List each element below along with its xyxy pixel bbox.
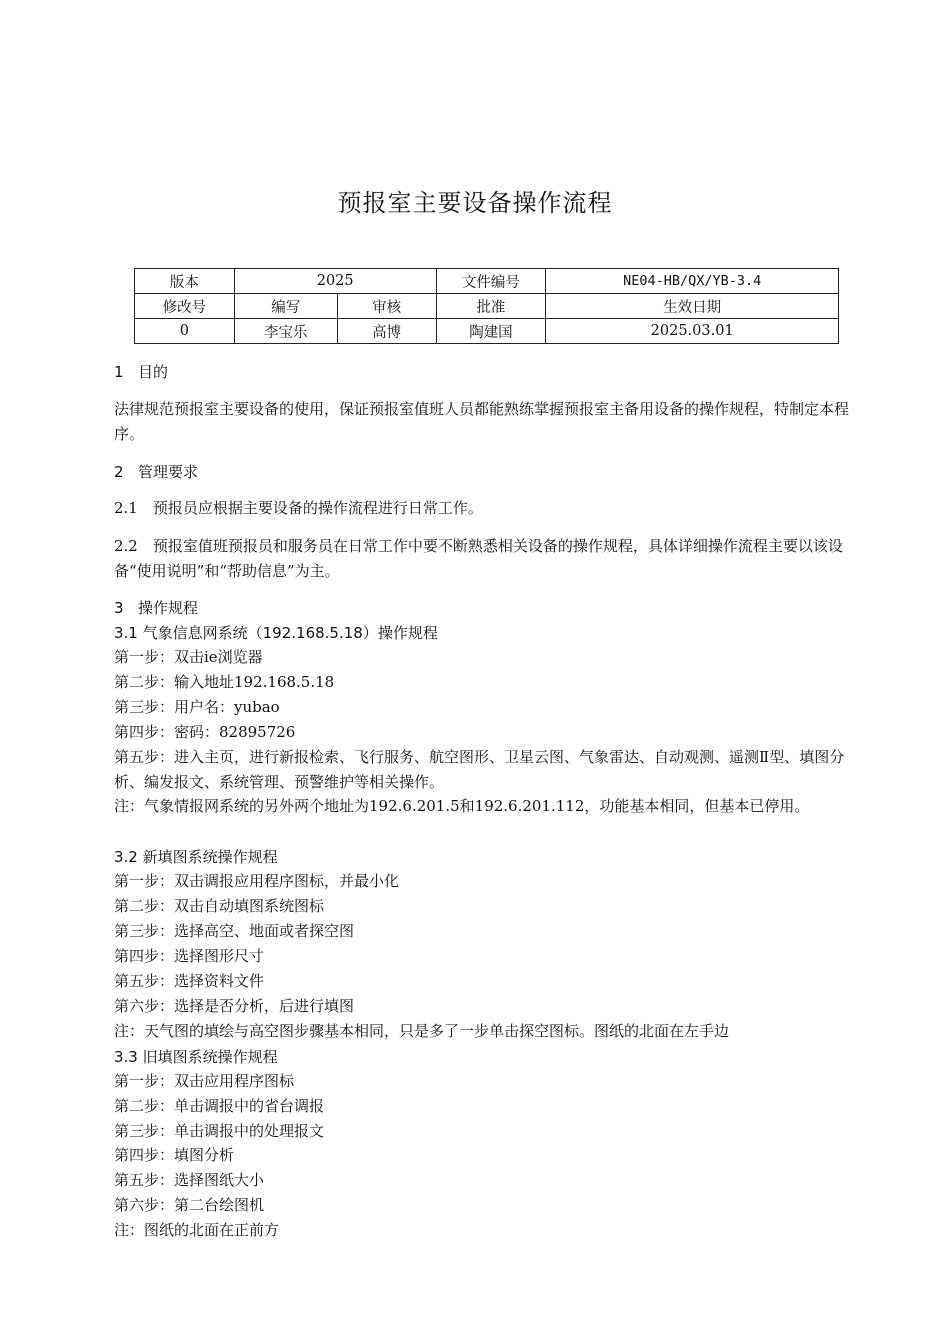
- step-line: 第六步：第二台绘图机: [114, 1196, 265, 1214]
- step-line: 第四步：选择图形尺寸: [114, 947, 265, 965]
- step-line: 第四步：填图分析: [114, 1146, 235, 1164]
- step-line: 第二步：双击自动填图系统图标: [114, 897, 325, 915]
- note-line: 注：气象情报网系统的另外两个地址为192.6.201.5和192.6.201.112，功能基本相同，但基本已停用。: [114, 797, 810, 815]
- section-title: 管理要求: [138, 463, 199, 481]
- section-title: 目的: [138, 363, 169, 381]
- document-title: 预报室主要设备操作流程: [337, 189, 613, 217]
- meta-cell: NE04-HB/QX/YB-3.4: [546, 269, 839, 294]
- document-meta-table: [134, 268, 839, 344]
- meta-cell: 生效日期: [546, 294, 839, 319]
- section-number: 1: [114, 363, 124, 381]
- step-line: 第五步：选择资料文件: [114, 972, 265, 990]
- step-line: 第六步：选择是否分析，后进行填图: [114, 997, 355, 1015]
- section-heading: [114, 361, 168, 382]
- meta-cell: 0: [135, 319, 235, 344]
- paragraph: 2.2 预报室值班预报员和服务员在日常工作中要不断熟悉相关设备的操作规程，具体详细操作流程主要以该设备“使用说明”和“帮助信息”为主。: [114, 537, 843, 580]
- step-line: 第二步：单击调报中的省台调报: [114, 1097, 325, 1115]
- meta-cell: 批准: [436, 294, 546, 319]
- meta-cell: 陶建国: [436, 319, 546, 344]
- paragraph: 法律规范预报室主要设备的使用，保证预报室值班人员都能熟练掌握预报室主备用设备的操作规程，特制定本程序。: [114, 400, 850, 443]
- meta-cell: 编写: [234, 294, 337, 319]
- step-line: 第五步：进入主页，进行新报检索、飞行服务、航空图形、卫星云图、气象雷达、自动观测、遥测Ⅱ型、填图分析、编发报文、系统管理、预警维护等相关操作。: [114, 748, 845, 791]
- meta-cell: 审核: [337, 294, 436, 319]
- subsection-title: 3.1 气象信息网系统（192.168.5.18）操作规程: [114, 624, 438, 642]
- meta-cell: 版本: [135, 269, 235, 294]
- step-line: 第三步：用户名：yubao: [114, 698, 280, 716]
- step-line: 第一步：双击应用程序图标: [114, 1072, 295, 1090]
- note-line: 注：天气图的填绘与高空图步骤基本相同，只是多了一步单击探空图标。图纸的北面在左手边: [114, 1022, 730, 1040]
- step-line: 第五步：选择图纸大小: [114, 1171, 265, 1189]
- meta-cell: 2025.03.01: [546, 319, 839, 344]
- step-line: 第三步：单击调报中的处理报文: [114, 1122, 325, 1140]
- meta-cell: 高博: [337, 319, 436, 344]
- section-heading: [114, 597, 198, 618]
- section-title: 操作规程: [138, 599, 199, 617]
- meta-row: [135, 269, 839, 294]
- subsection-title: 3.3 旧填图系统操作规程: [114, 1048, 278, 1066]
- section-number: 2: [114, 463, 124, 481]
- section-heading: [114, 461, 198, 482]
- meta-row: [135, 294, 839, 319]
- meta-cell: 李宝乐: [234, 319, 337, 344]
- meta-cell: 文件编号: [436, 269, 546, 294]
- step-line: 第一步：双击ie浏览器: [114, 648, 263, 666]
- note-line: 注：图纸的北面在正前方: [114, 1221, 280, 1239]
- step-line: 第一步：双击调报应用程序图标，并最小化: [114, 872, 400, 890]
- section-number: 3: [114, 599, 124, 617]
- subsection-title: 3.2 新填图系统操作规程: [114, 848, 278, 866]
- step-line: 第四步：密码：82895726: [114, 723, 296, 741]
- paragraph: 2.1 预报员应根据主要设备的操作流程进行日常工作。: [114, 499, 483, 517]
- meta-cell: 修改号: [135, 294, 235, 319]
- step-line: 第三步：选择高空、地面或者探空图: [114, 922, 355, 940]
- meta-cell: 2025: [234, 269, 436, 294]
- step-line: 第二步：输入地址192.168.5.18: [114, 673, 335, 691]
- meta-row: [135, 319, 839, 344]
